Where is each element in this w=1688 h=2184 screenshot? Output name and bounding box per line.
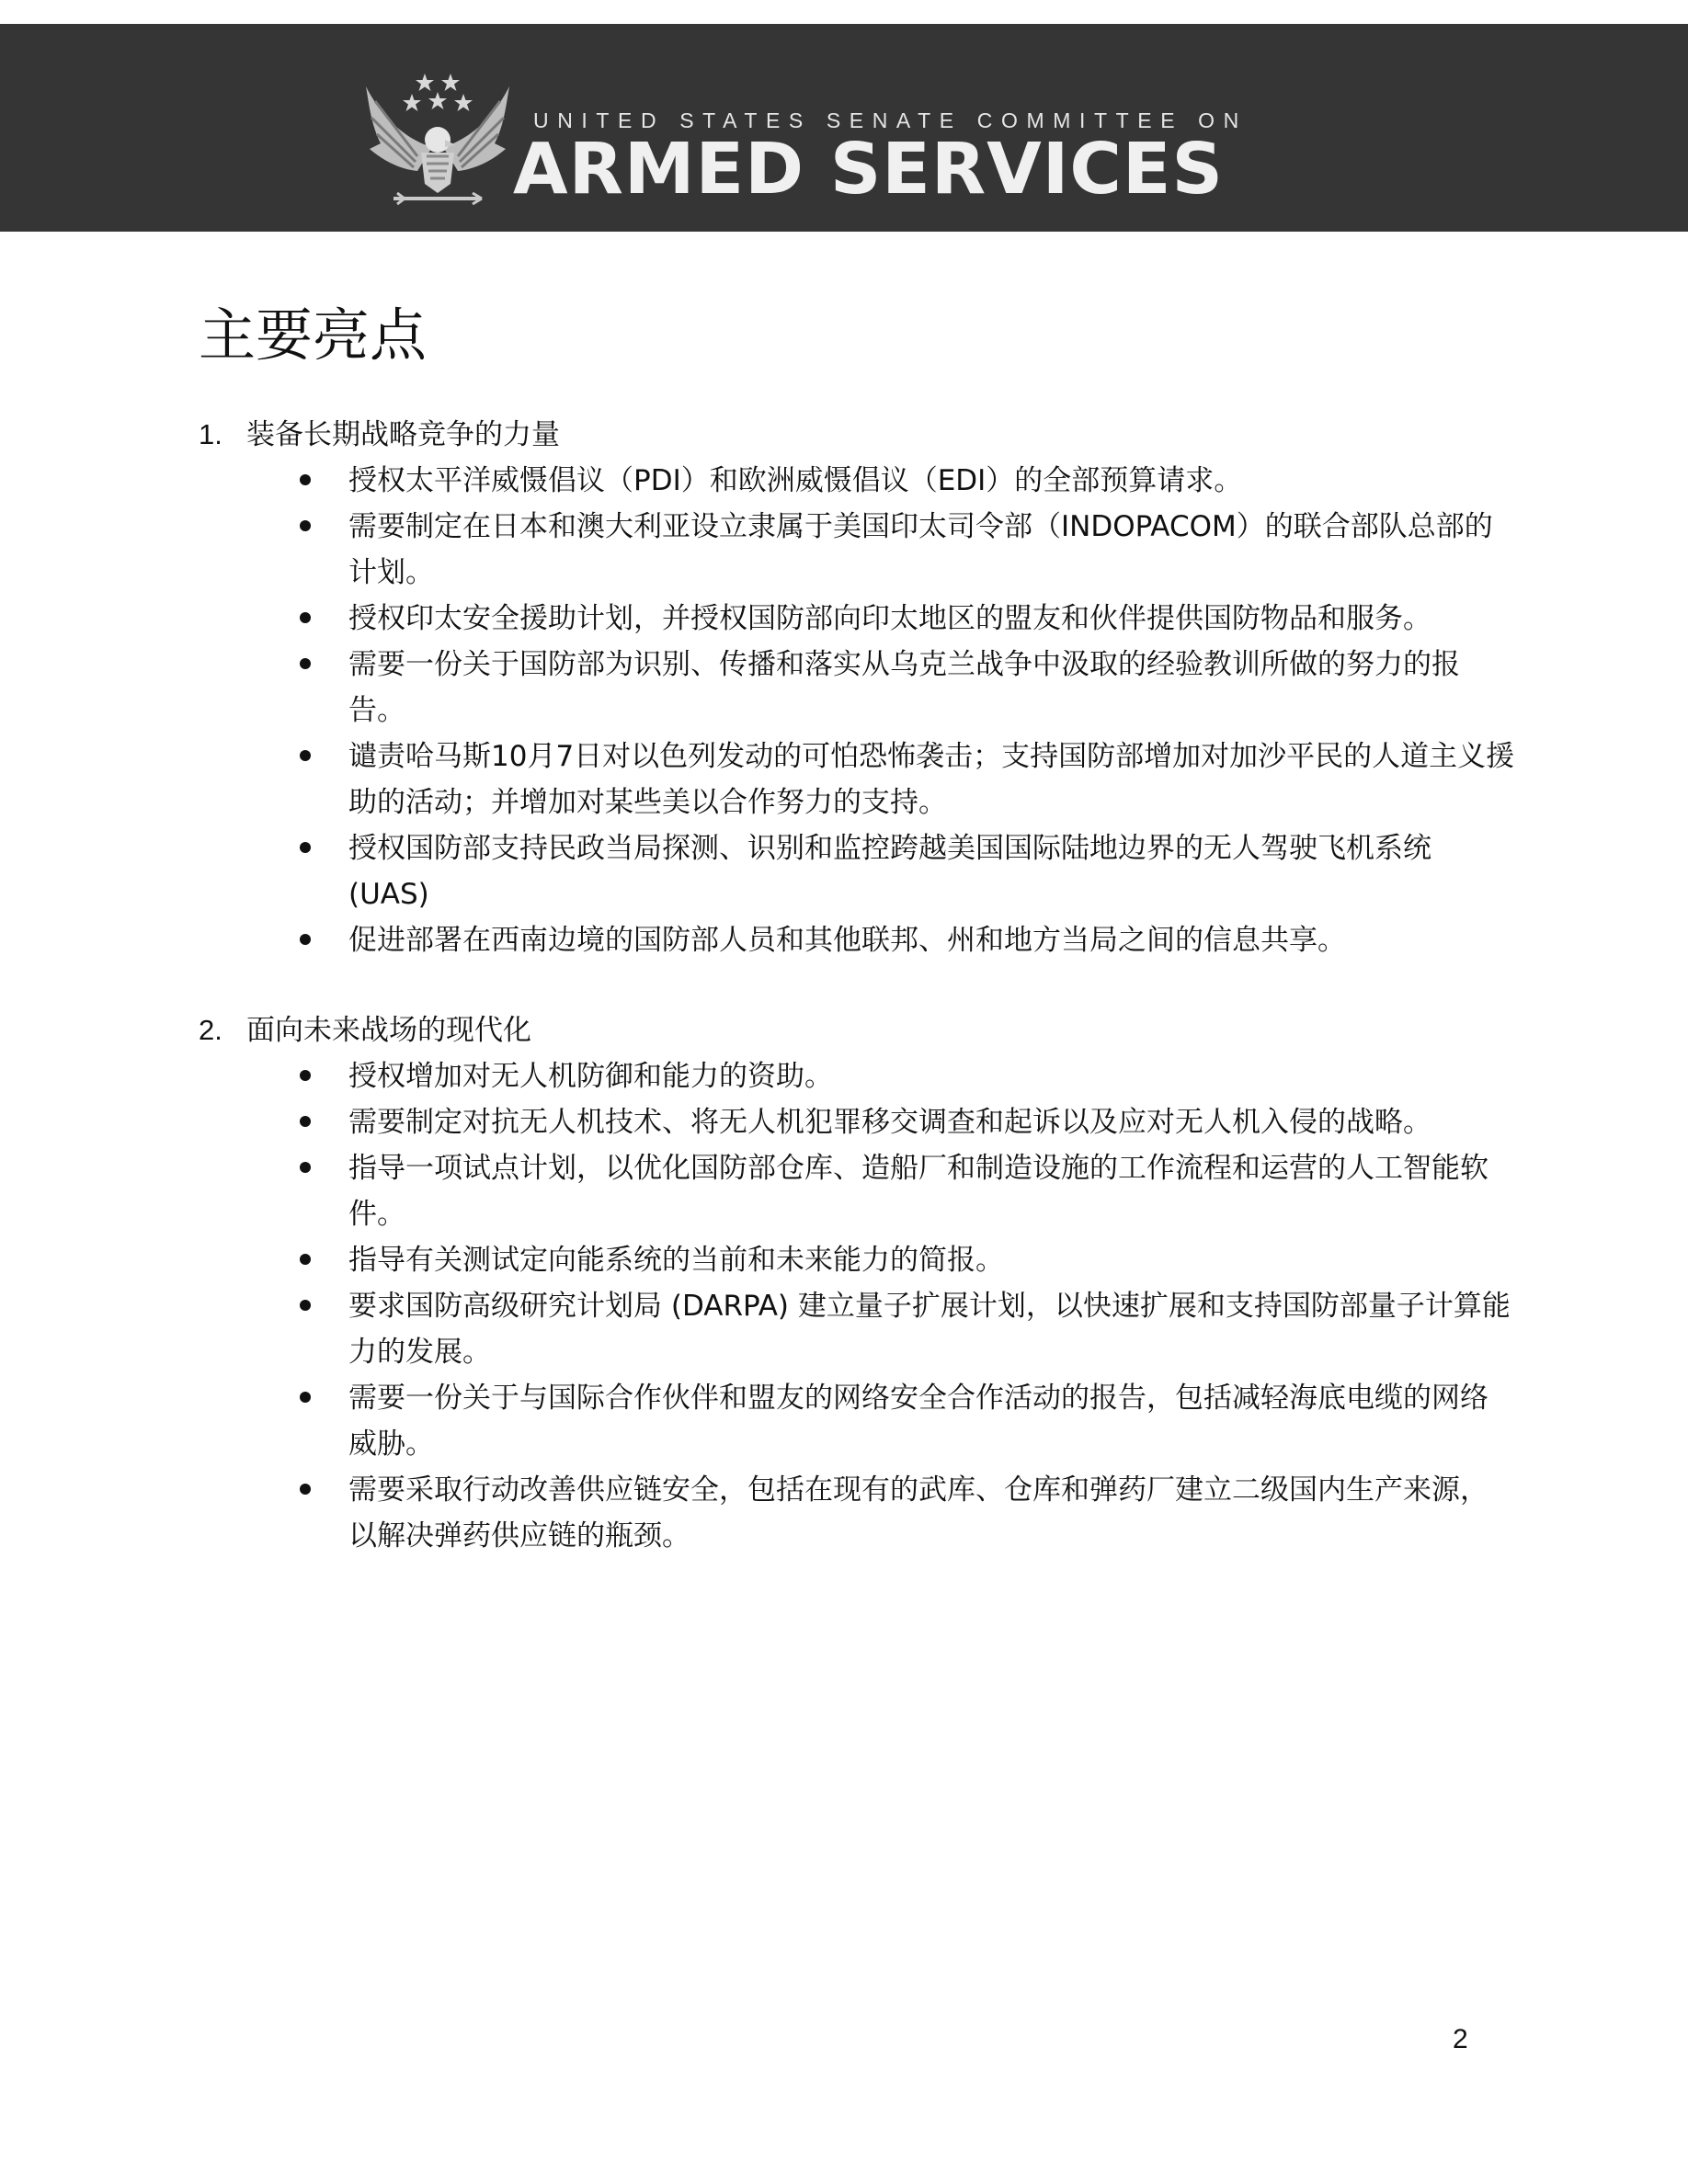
bullet-dot-icon [300,842,311,853]
section-1 [199,412,1515,963]
list-item-text: 促进部署在西南边境的国防部人员和其他联邦、州和地方当局之间的信息共享。 [348,924,1346,957]
bullet-dot-icon [300,1116,311,1127]
bullet-dot-icon [300,1070,311,1081]
list-item-text: 授权太平洋威慑倡议（PDI）和欧洲威慑倡议（EDI）的全部预算请求。 [348,464,1243,497]
list-item-text: 授权印太安全援助计划，并授权国防部向印太地区的盟友和伙伴提供国防物品和服务。 [348,602,1431,635]
list-item-text: 授权国防部支持民政当局探测、识别和监控跨越美国国际陆地边界的无人驾驶飞机系统 (UAS) [348,832,1431,911]
committee-banner [0,24,1688,232]
list-item [199,1099,1516,1145]
list-item-text: 需要一份关于国防部为识别、传播和落实从乌克兰战争中汲取的经验教训所做的努力的报告。 [348,648,1460,727]
list-item [199,642,1516,734]
bullet-dot-icon [300,1254,311,1265]
bullet-dot-icon [300,520,311,531]
section-number: 2. [199,1014,222,1046]
list-item-text: 指导有关测试定向能系统的当前和未来能力的简报。 [348,1244,1004,1277]
bullet-list [199,458,1515,963]
list-item-text: 需要制定对抗无人机技术、将无人机犯罪移交调查和起诉以及应对无人机入侵的战略。 [348,1106,1431,1139]
bullet-dot-icon [300,1300,311,1311]
list-item [199,825,1516,917]
committee-org-line: UNITED STATES SENATE COMMITTEE ON [533,108,1248,132]
list-item [199,1375,1516,1467]
page-number: 2 [1453,2024,1468,2054]
bullet-dot-icon [300,474,311,485]
section-title: 装备长期战略竞争的力量 [246,418,560,451]
bullet-dot-icon [300,658,311,669]
list-item [199,1145,1516,1237]
bullet-dot-icon [300,934,311,945]
list-item-text: 指导一项试点计划，以优化国防部仓库、造船厂和制造设施的工作流程和运营的人工智能软件。 [348,1152,1488,1231]
list-item [199,1283,1516,1375]
list-item [199,1467,1516,1559]
committee-name: ARMED SERVICES [513,129,1224,210]
list-item-text: 需要采取行动改善供应链安全，包括在现有的武库、仓库和弹药厂建立二级国内生产来源，以解决弹药供应链的瓶颈。 [348,1473,1488,1553]
section-title: 面向未来战场的现代化 [246,1014,531,1047]
section-heading [199,412,1504,458]
list-item [199,1053,1516,1099]
list-item-text: 需要制定在日本和澳大利亚设立隶属于美国印太司令部（INDOPACOM）的联合部队总部的计划。 [348,510,1493,589]
section-number: 1. [199,418,222,450]
list-item [199,504,1516,596]
section-heading [199,1007,1504,1053]
list-item-text: 授权增加对无人机防御和能力的资助。 [348,1060,833,1093]
list-item [199,458,1516,504]
bullet-dot-icon [300,1484,311,1495]
section-2 [199,1007,1511,1559]
list-item-text: 谴责哈马斯10月7日对以色列发动的可怕恐怖袭击；支持国防部增加对加沙平民的人道主义援助的活动；并增加对某些美以合作努力的支持。 [348,740,1515,819]
page-title: 主要亮点 [199,301,428,369]
list-item [199,1237,1516,1283]
bullet-dot-icon [300,1162,311,1173]
list-item-text: 需要一份关于与国际合作伙伴和盟友的网络安全合作活动的报告，包括减轻海底电缆的网络威胁。 [348,1382,1488,1461]
bullet-dot-icon [300,612,311,623]
bullet-dot-icon [300,1392,311,1403]
bullet-dot-icon [300,750,311,761]
list-item-text: 要求国防高级研究计划局 (DARPA) 建立量子扩展计划，以快速扩展和支持国防部量子计算能力的发展。 [348,1290,1511,1369]
highlights-sections [199,412,1515,1559]
eagle-seal-icon [357,68,519,215]
bullet-list [199,1053,1511,1559]
list-item [199,917,1516,963]
list-item [199,734,1516,825]
list-item [199,596,1516,642]
